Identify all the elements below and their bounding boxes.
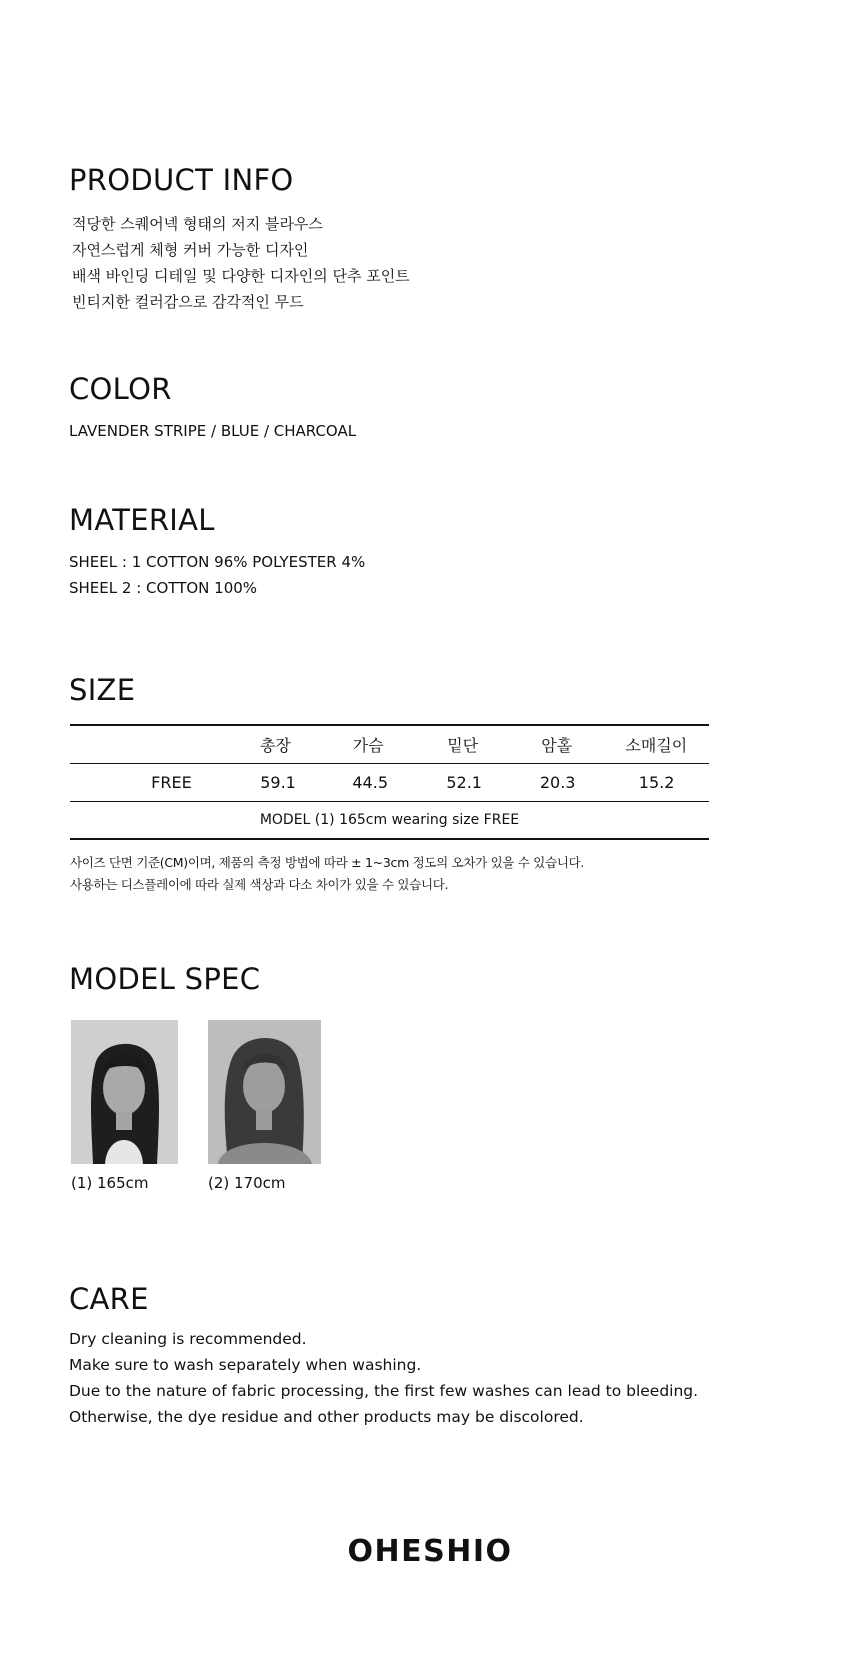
model-card	[208, 1020, 321, 1192]
product-info-title: PRODUCT INFO	[69, 163, 294, 197]
size-data-row	[70, 764, 709, 802]
color-list	[69, 418, 356, 444]
model-portrait-image	[208, 1020, 321, 1164]
model-card	[71, 1020, 178, 1192]
size-value-cell: 20.3	[539, 773, 576, 792]
product-info-line: 자연스럽게 체형 커버 가능한 디자인	[72, 241, 309, 259]
care-list	[69, 1326, 698, 1430]
size-note-line: 사이즈 단면 기준(CM)이며, 제품의 측정 방법에 따라 ± 1~3cm 정도의 오차가 있을 수 있습니다.	[70, 855, 585, 870]
model-portrait-image	[71, 1020, 178, 1164]
size-notes	[70, 852, 584, 896]
color-title: COLOR	[69, 372, 172, 406]
model-caption: (2) 170cm	[208, 1174, 286, 1192]
size-title: SIZE	[69, 673, 136, 707]
care-title: CARE	[69, 1282, 149, 1316]
material-title: MATERIAL	[69, 503, 215, 537]
care-line: Dry cleaning is recommended.	[69, 1330, 307, 1348]
color-value: LAVENDER STRIPE / BLUE / CHARCOAL	[69, 422, 357, 440]
material-line: SHEEL : 1 COTTON 96% POLYESTER 4%	[69, 553, 366, 571]
size-value-cell: 44.5	[352, 773, 388, 792]
size-header-cell: 가슴	[352, 736, 384, 755]
size-header-cell: 밑단	[447, 736, 479, 755]
size-value-cell: 59.1	[260, 773, 296, 792]
model-photo	[208, 1020, 321, 1164]
size-value-cell: 52.1	[446, 773, 482, 792]
size-header-cell: 총장	[259, 736, 291, 755]
product-info-line: 빈티지한 컬러감으로 감각적인 무드	[72, 293, 304, 311]
brand-logo: OHESHIO	[347, 1534, 513, 1569]
product-info-line: 배색 바인딩 디테일 및 다양한 디자인의 단추 포인트	[72, 267, 410, 285]
model-caption: (1) 165cm	[71, 1174, 149, 1192]
care-line: Due to the nature of fabric processing, the first few washes can lead to bleeding.	[69, 1382, 699, 1400]
size-table	[70, 724, 709, 840]
product-info-line: 적당한 스퀘어넥 형태의 저지 블라우스	[72, 215, 323, 233]
size-header-cell: 암홀	[541, 736, 573, 755]
model-spec-title: MODEL SPEC	[69, 962, 261, 996]
size-label-cell: FREE	[151, 773, 192, 792]
size-header-cell: 소매길이	[625, 736, 688, 755]
size-header-row	[70, 726, 709, 764]
size-note-line: 사용하는 디스플레이에 따라 실제 색상과 다소 차이가 있을 수 있습니다.	[70, 877, 449, 892]
care-line: Otherwise, the dye residue and other products may be discolored.	[69, 1408, 584, 1426]
size-value-cell: 15.2	[638, 773, 675, 792]
product-info-list	[72, 211, 410, 315]
model-photo	[71, 1020, 178, 1164]
care-line: Make sure to wash separately when washing.	[69, 1356, 422, 1374]
size-model-note: MODEL (1) 165cm wearing size FREE	[259, 812, 520, 828]
material-line: SHEEL 2 : COTTON 100%	[69, 579, 258, 597]
material-list	[69, 549, 365, 601]
